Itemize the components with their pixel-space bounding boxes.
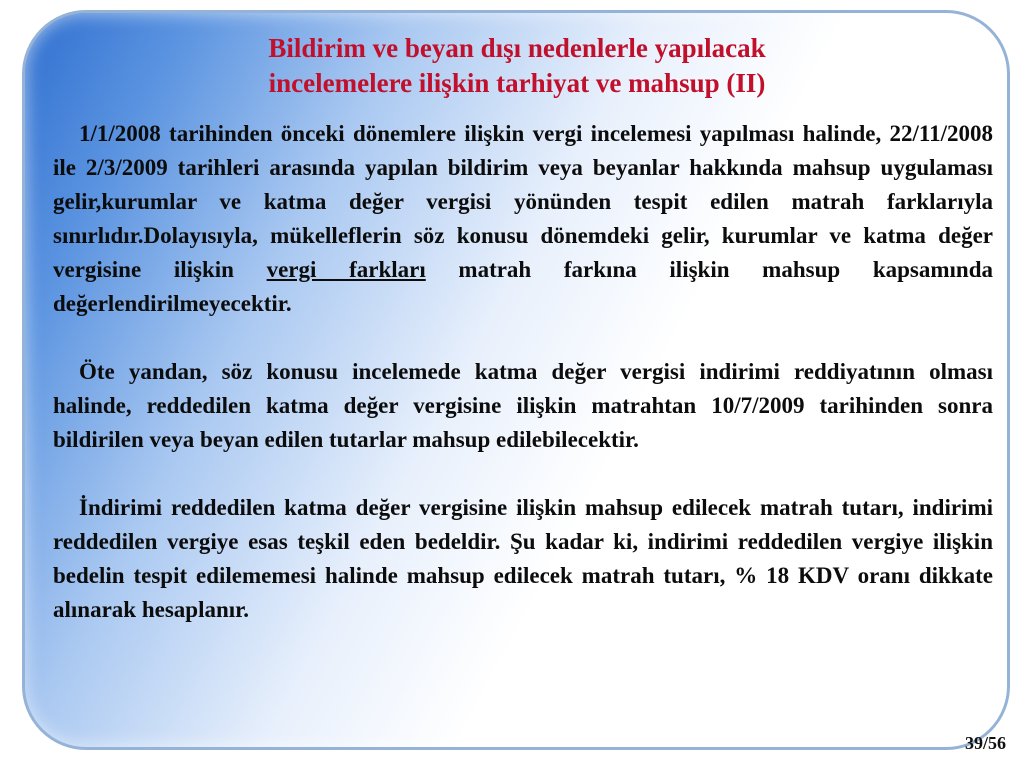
page-number: 39/56 bbox=[964, 733, 1006, 753]
slide-title bbox=[47, 31, 987, 101]
paragraph-1-text-end: matrah farkına ilişkin mahsup kapsamında değerlendirilmeyecektir. bbox=[53, 257, 993, 316]
slide-body bbox=[53, 117, 993, 627]
paragraph-1 bbox=[53, 117, 993, 321]
slide-frame bbox=[22, 10, 1010, 750]
paragraph-3: İndirimi reddedilen katma değer vergisine ilişkin mahsup edilecek matrah tutarı, indirimi reddedilen vergiye esas teşkil eden bedeldir. Şu kadar ki, indirimi reddedilen vergiye ilişkin bedelin tespit edilememesi halinde mahsup edilecek matrah tutarı, % 18 KDV oranı dikkate alınarak hesaplanır. bbox=[53, 495, 993, 622]
underlined-phrase: vergi farkları bbox=[266, 257, 426, 282]
paragraph-2: Öte yandan, söz konusu incelemede katma değer vergisi indirimi reddiyatının olması halinde, reddedilen katma değer vergisine ilişkin matrahtan 10/7/2009 tarihinden sonra bildirilen veya beyan edilen tutarlar mahsup edilebilecektir. bbox=[53, 359, 993, 452]
title-line-1: Bildirim ve beyan dışı nedenlerle yapılacak bbox=[268, 33, 766, 63]
paragraph-1-text-start: 1/1/2008 tarihinden önceki dönemlere ilişkin vergi incelemesi yapılması halinde, 22/11/2008 ile 2/3/2009 tarihleri arasında yapılan bildirim veya beyanlar hakkında mahsup uygulaması gelir,kurumlar ve katma değer vergisi yönünden tespit edilen matrah farklarıyla sınırlıdır.Dolayısıyla, mükelleflerin söz konusu dönemdeki gelir, kurumlar ve katma değer vergisine ilişkin bbox=[53, 121, 993, 282]
title-line-2: incelemelere ilişkin tarhiyat ve mahsup (II) bbox=[268, 68, 766, 98]
